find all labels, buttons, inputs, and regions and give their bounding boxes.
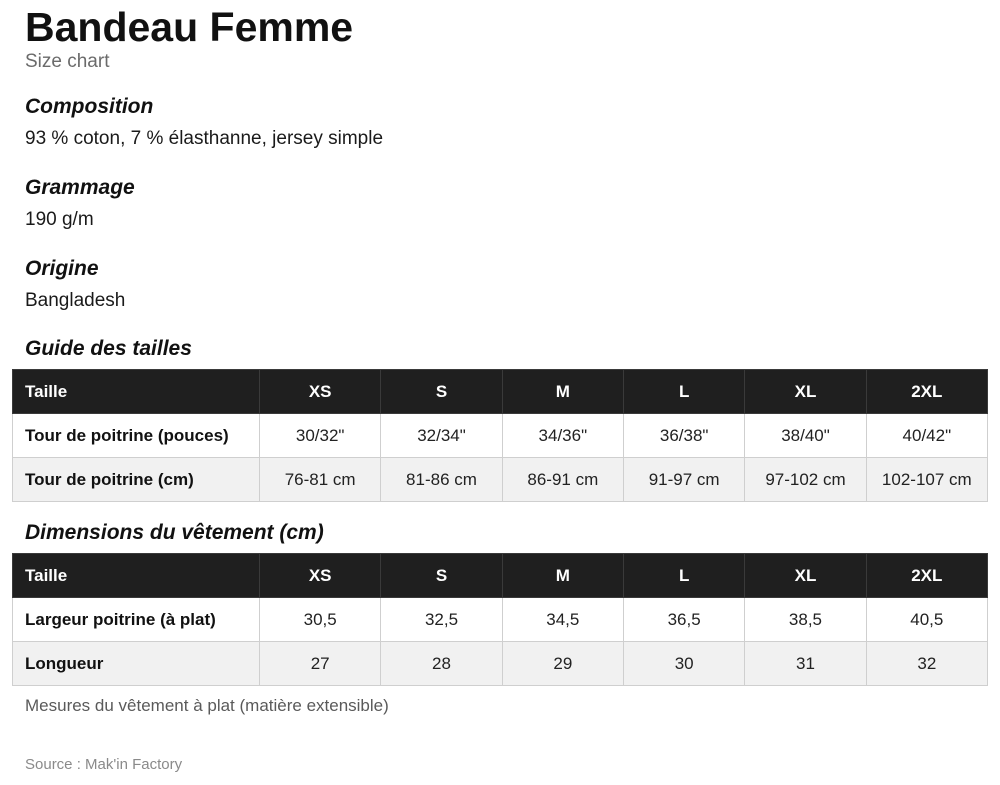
column-header: M bbox=[502, 554, 623, 598]
row-label: Largeur poitrine (à plat) bbox=[13, 598, 260, 642]
row-label: Longueur bbox=[13, 642, 260, 686]
page-subtitle: Size chart bbox=[25, 51, 110, 72]
row-label: Tour de poitrine (cm) bbox=[13, 458, 260, 502]
composition-value: 93 % coton, 7 % élasthanne, jersey simple bbox=[25, 128, 384, 149]
page-title: Bandeau Femme bbox=[25, 4, 354, 50]
size-guide-heading: Guide des tailles bbox=[25, 337, 192, 360]
table-cell: 34,5 bbox=[502, 598, 623, 642]
table-cell: 81-86 cm bbox=[381, 458, 502, 502]
size-guide-table bbox=[12, 369, 988, 502]
table-cell: 40/42" bbox=[866, 414, 987, 458]
table-row bbox=[13, 414, 988, 458]
table-cell: 91-97 cm bbox=[623, 458, 744, 502]
origin-value: Bangladesh bbox=[25, 290, 126, 311]
column-header: Taille bbox=[13, 370, 260, 414]
table-cell: 30/32" bbox=[260, 414, 381, 458]
garment-dimensions-heading: Dimensions du vêtement (cm) bbox=[25, 521, 324, 544]
table-cell: 32 bbox=[866, 642, 987, 686]
table-cell: 30,5 bbox=[260, 598, 381, 642]
table-row bbox=[13, 458, 988, 502]
table-cell: 76-81 cm bbox=[260, 458, 381, 502]
table-header-row bbox=[13, 370, 988, 414]
table-header-row bbox=[13, 554, 988, 598]
column-header: 2XL bbox=[866, 554, 987, 598]
column-header: XL bbox=[745, 554, 866, 598]
column-header: S bbox=[381, 370, 502, 414]
column-header: Taille bbox=[13, 554, 260, 598]
column-header: XL bbox=[745, 370, 866, 414]
column-header: M bbox=[502, 370, 623, 414]
table-cell: 29 bbox=[502, 642, 623, 686]
origin-heading: Origine bbox=[25, 257, 99, 280]
column-header: L bbox=[623, 370, 744, 414]
column-header: S bbox=[381, 554, 502, 598]
table-cell: 86-91 cm bbox=[502, 458, 623, 502]
table-row bbox=[13, 598, 988, 642]
table-row bbox=[13, 642, 988, 686]
table-cell: 28 bbox=[381, 642, 502, 686]
column-header: XS bbox=[260, 370, 381, 414]
composition-heading: Composition bbox=[25, 95, 154, 118]
column-header: 2XL bbox=[866, 370, 987, 414]
column-header: XS bbox=[260, 554, 381, 598]
table-cell: 97-102 cm bbox=[745, 458, 866, 502]
table-cell: 30 bbox=[623, 642, 744, 686]
table-cell: 36/38" bbox=[623, 414, 744, 458]
table-cell: 38,5 bbox=[745, 598, 866, 642]
table-cell: 36,5 bbox=[623, 598, 744, 642]
source-credit: Source : Mak'in Factory bbox=[25, 756, 183, 773]
measurement-note: Mesures du vêtement à plat (matière extensible) bbox=[25, 696, 389, 715]
row-label: Tour de poitrine (pouces) bbox=[13, 414, 260, 458]
table-cell: 32,5 bbox=[381, 598, 502, 642]
grammage-value: 190 g/m bbox=[25, 209, 94, 230]
table-cell: 27 bbox=[260, 642, 381, 686]
grammage-heading: Grammage bbox=[25, 176, 135, 199]
table-cell: 32/34" bbox=[381, 414, 502, 458]
garment-dimensions-table bbox=[12, 553, 988, 686]
table-cell: 34/36" bbox=[502, 414, 623, 458]
table-cell: 102-107 cm bbox=[866, 458, 987, 502]
table-cell: 38/40" bbox=[745, 414, 866, 458]
column-header: L bbox=[623, 554, 744, 598]
table-cell: 40,5 bbox=[866, 598, 987, 642]
table-cell: 31 bbox=[745, 642, 866, 686]
